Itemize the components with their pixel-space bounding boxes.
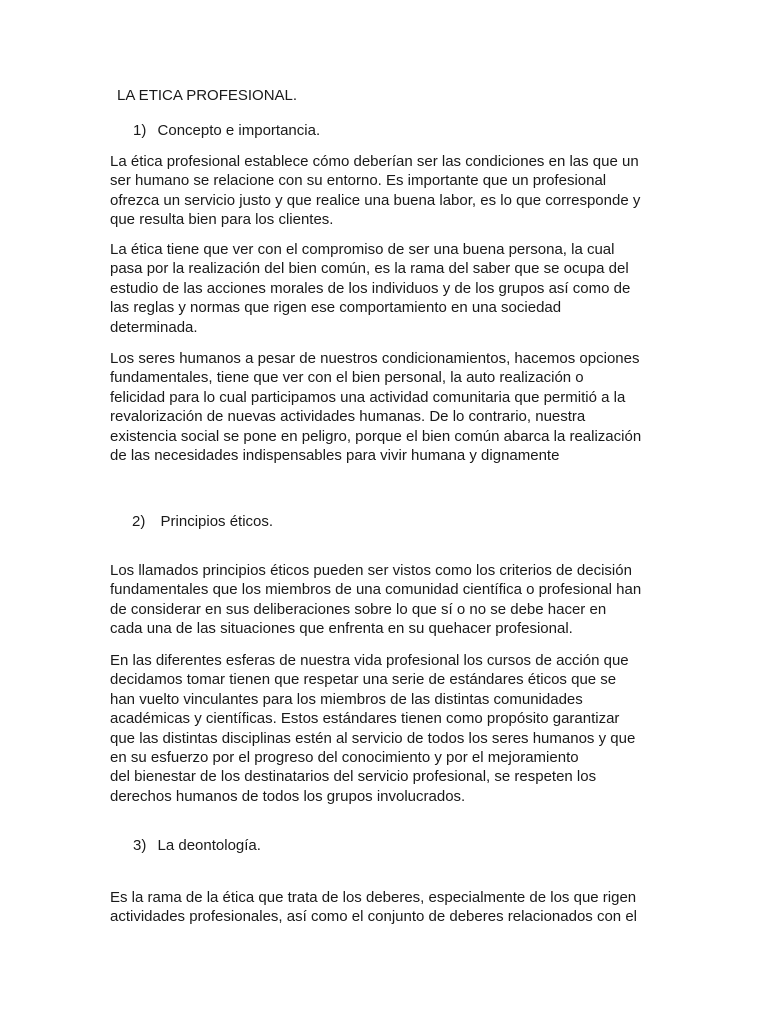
text-line: pasa por la realización del bien común, es la rama del saber que se ocupa del	[110, 260, 629, 278]
text-line: en su esfuerzo por el progreso del conocimiento y por el mejoramiento	[110, 749, 579, 767]
text-line: actividades profesionales, así como el conjunto de deberes relacionados con el	[110, 908, 637, 926]
text-line: estudio de las acciones morales de los individuos y de los grupos así como de	[110, 279, 631, 297]
section-3-paragraph-1	[110, 888, 662, 927]
text-line: derechos humanos de todos los grupos involucrados.	[110, 787, 466, 805]
text-line: de las necesidades indispensables para vivir humana y dignamente	[110, 447, 560, 465]
text-line: Los llamados principios éticos pueden ser vistos como los criterios de decisión	[110, 562, 632, 579]
section-1-paragraph-2	[110, 240, 662, 337]
text-line: que las distintas disciplinas estén al servicio de todos los seres humanos y que	[110, 729, 636, 747]
text-line: decidamos tomar tienen que respetar una serie de estándares éticos que se	[110, 671, 617, 689]
section-1-paragraph-1	[110, 152, 662, 230]
text-line: determinada.	[110, 318, 198, 336]
section-1-title: Concepto e importancia.	[157, 122, 321, 139]
section-2-heading	[132, 512, 273, 531]
text-line: las reglas y normas que rigen ese comportamiento en una sociedad	[110, 299, 562, 317]
text-line: revalorización de nuevas actividades humanas. De lo contrario, nuestra	[110, 408, 586, 426]
text-line: Los seres humanos a pesar de nuestros condicionamientos, hacemos opciones	[110, 350, 640, 367]
text-line: fundamentales, tiene que ver con el bien personal, la auto realización o	[110, 369, 584, 387]
text-line: han vuelto vinculantes para los miembros de las distintas comunidades	[110, 690, 583, 708]
text-line: En las diferentes esferas de nuestra vida profesional los cursos de acción que	[110, 652, 629, 669]
text-line: de considerar en sus deliberaciones sobre lo que sí o no se debe hacer en	[110, 600, 607, 618]
section-2-paragraph-2	[110, 651, 662, 806]
section-1-heading	[133, 121, 320, 140]
section-2-paragraph-1	[110, 561, 662, 639]
text-line: ser humano se relacione con su entorno. Es importante que un profesional	[110, 172, 607, 190]
section-2-number: 2)	[132, 513, 146, 530]
text-line: Es la rama de la ética que trata de los deberes, especialmente de los que rigen	[110, 889, 637, 906]
text-line: ofrezca un servicio justo y que realice una buena labor, es lo que corresponde y	[110, 191, 641, 209]
document-title: LA ETICA PROFESIONAL.	[117, 87, 298, 104]
text-line: cada una de las situaciones que enfrenta en su quehacer profesional.	[110, 620, 573, 638]
section-2-title: Principios éticos.	[160, 513, 274, 530]
section-3-heading	[133, 836, 261, 855]
text-line: fundamentales que los miembros de una comunidad científica o profesional han	[110, 581, 642, 599]
section-1-paragraph-3	[110, 349, 662, 465]
section-3-number: 3)	[133, 837, 147, 854]
text-line: felicidad para lo cual participamos una actividad comunitaria que permitió a la	[110, 388, 626, 406]
text-line: La ética profesional establece cómo deberían ser las condiciones en las que un	[110, 153, 639, 170]
text-line: del bienestar de los destinatarios del servicio profesional, se respeten los	[110, 768, 597, 786]
text-line: académicas y científicas. Estos estándares tienen como propósito garantizar	[110, 710, 620, 728]
text-line: que resulta bien para los clientes.	[110, 211, 334, 229]
text-line: La ética tiene que ver con el compromiso de ser una buena persona, la cual	[110, 241, 615, 258]
section-1-number: 1)	[133, 122, 147, 139]
section-3-title: La deontología.	[157, 837, 261, 854]
text-line: existencia social se pone en peligro, porque el bien común abarca la realización	[110, 427, 642, 445]
